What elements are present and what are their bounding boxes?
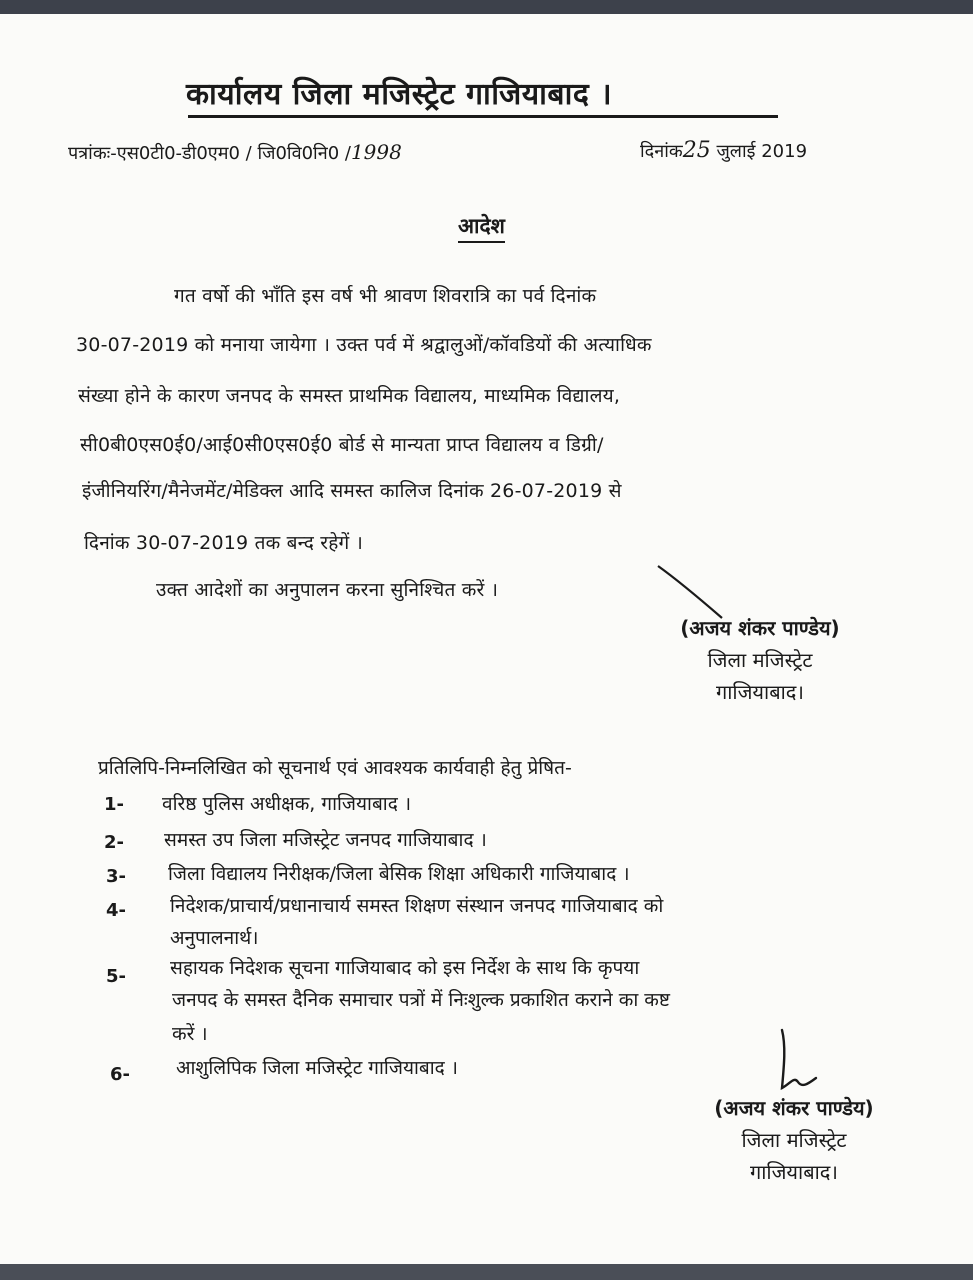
- copy-item-text: जिला विद्यालय निरीक्षक/जिला बेसिक शिक्षा अधिकारी गाजियाबाद ।: [168, 863, 630, 885]
- copy-item-number: 5-: [106, 966, 126, 987]
- signatory-designation-2: जिला मजिस्ट्रेट: [741, 1128, 847, 1152]
- signatory-name-1: (अजय शंकर पाण्डेय): [680, 616, 840, 640]
- copy-item-text: करें ।: [172, 1023, 208, 1045]
- order-line-3: संख्या होने के कारण जनपद के समस्त प्राथमिक विद्यालय, माध्यमिक विद्यालय,: [78, 385, 621, 407]
- copy-item-number: 2-: [104, 832, 124, 853]
- signatory-designation-1: जिला मजिस्ट्रेट: [707, 648, 813, 672]
- order-line-1: गत वर्षो की भाँति इस वर्ष भी श्रावण शिवरात्रि का पर्व दिनांक: [174, 285, 597, 307]
- order-line-6: दिनांक 30-07-2019 तक बन्द रहेगें ।: [84, 532, 364, 554]
- order-heading: आदेश: [458, 212, 505, 243]
- reference-number: [68, 140, 402, 165]
- bottom-dark-border: [0, 1264, 973, 1280]
- copy-item-text: निदेशक/प्राचार्य/प्रधानाचार्य समस्त शिक्षण संस्थान जनपद गाजियाबाद को: [170, 895, 664, 917]
- copy-item-text: सहायक निदेशक सूचना गाजियाबाद को इस निर्देश के साथ कि कृपया: [170, 957, 640, 979]
- order-line-5: इंजीनियरिंग/मैनेजमेंट/मेडिक्ल आदि समस्त कालिज दिनांक 26-07-2019 से: [82, 480, 622, 502]
- compliance-line: उक्त आदेशों का अनुपालन करना सुनिश्चित करें ।: [156, 579, 499, 601]
- copy-item-text: आशुलिपिक जिला मजिस्ट्रेट गाजियाबाद ।: [176, 1057, 458, 1079]
- copy-item-number: 1-: [104, 794, 124, 815]
- copy-item-text: समस्त उप जिला मजिस्ट्रेट जनपद गाजियाबाद ।: [164, 829, 487, 851]
- signature-block-2: [684, 1092, 904, 1188]
- signatory-place-2: गाजियाबाद।: [749, 1160, 839, 1184]
- order-line-4: सी0बी0एस0ई0/आई0सी0एस0ई0 बोर्ड से मान्यता प्राप्त विद्यालय व डिग्री/: [80, 434, 604, 456]
- copy-item-number: 4-: [106, 900, 126, 921]
- order-line-2: 30-07-2019 को मनाया जायेगा । उक्त पर्व में श्रद्वालुओं/कॉवडियों की अत्याधिक: [76, 334, 652, 356]
- copy-item-number: 3-: [106, 866, 126, 887]
- signatory-place-1: गाजियाबाद।: [715, 680, 805, 704]
- date-handwritten-day: 25: [682, 138, 711, 163]
- date-label: दिनांक: [640, 141, 683, 162]
- copy-to-heading: प्रतिलिपि-निम्नलिखित को सूचनार्थ एवं आवश्यक कार्यवाही हेतु प्रेषित-: [98, 757, 572, 779]
- office-title: कार्यालय जिला मजिस्ट्रेट गाजियाबाद ।: [186, 77, 613, 112]
- copy-item-number: 6-: [110, 1064, 130, 1085]
- copy-item-text: अनुपालनार्थ।: [170, 927, 259, 949]
- date-month-year: जुलाई 2019: [716, 141, 808, 162]
- document-date: [640, 138, 807, 163]
- document-page: [0, 14, 973, 1264]
- reference-prefix: पत्रांकः-एस0टी0-डी0एम0 / जि0वि0नि0 /: [68, 143, 351, 164]
- copy-item-text: जनपद के समस्त दैनिक समाचार पत्रों में निःशुल्क प्रकाशित कराने का कष्ट: [172, 989, 670, 1011]
- copy-item-text: वरिष्ठ पुलिस अधीक्षक, गाजियाबाद ।: [162, 793, 412, 815]
- signature-block-1: [650, 612, 870, 708]
- reference-handwritten-number: 1998: [350, 140, 402, 164]
- title-underline: [188, 115, 778, 118]
- signatory-name-2: (अजय शंकर पाण्डेय): [714, 1096, 874, 1120]
- top-dark-border: [0, 0, 973, 14]
